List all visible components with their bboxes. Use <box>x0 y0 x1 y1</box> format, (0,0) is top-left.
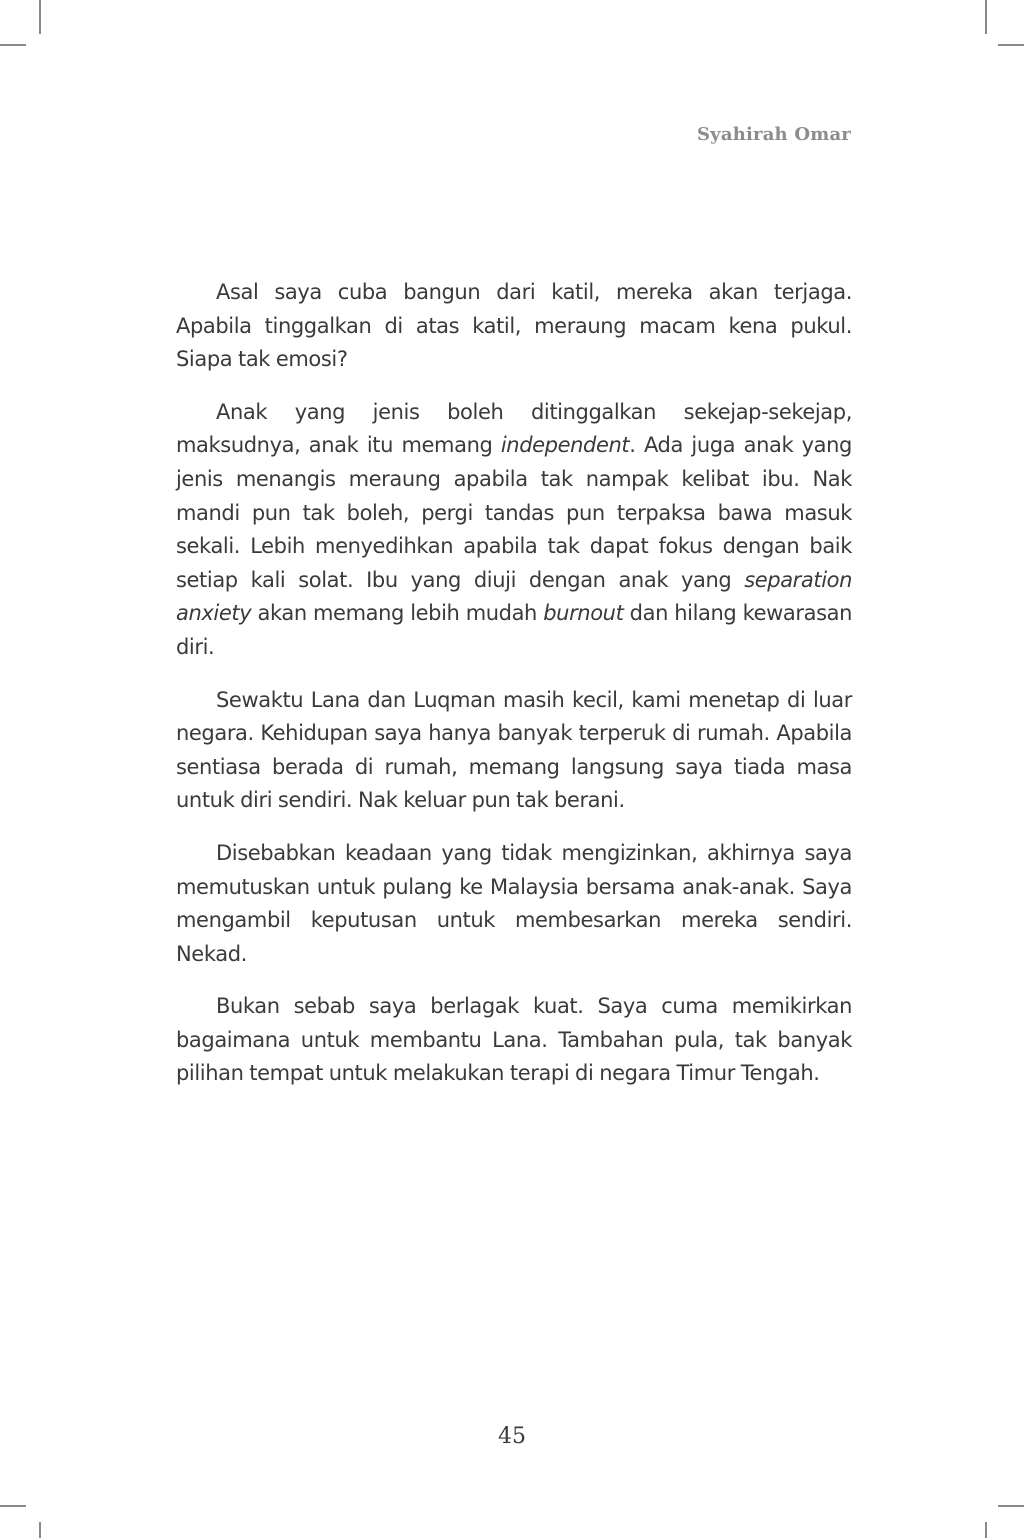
text-run: Disebabkan keadaan yang tidak mengizinkan, akhirnya saya memutuskan untuk pulang ke Malaysia bersama anak-anak. Saya mengambil keputusan untuk membesarkan mereka sendiri. Nekad. <box>176 840 852 966</box>
paragraph <box>176 396 852 665</box>
paragraph <box>176 990 852 1091</box>
text-run: akan memang lebih mudah <box>251 601 544 626</box>
text-run: Bukan sebab saya berlagak kuat. Saya cuma memikirkan bagaimana untuk membantu Lana. Tambahan pula, tak banyak pilihan tempat untuk melakukan terapi di negara Timur Tengah. <box>176 994 852 1086</box>
text-run: Sewaktu Lana dan Luqman masih kecil, kami menetap di luar negara. Kehidupan saya hanya banyak terperuk di rumah. Apabila sentiasa berada di rumah, memang langsung saya tiada masa untuk diri sendiri. Nak keluar pun tak berani. <box>176 687 852 813</box>
paragraph <box>176 276 852 377</box>
paragraph <box>176 684 852 818</box>
body-text <box>176 276 852 1110</box>
crop-mark-bottom-right-horizontal <box>998 1505 1024 1507</box>
crop-mark-top-left-horizontal <box>0 44 26 46</box>
crop-mark-bottom-right-vertical <box>985 1522 987 1538</box>
crop-mark-bottom-left-vertical <box>39 1522 41 1538</box>
text-run: . Ada juga anak yang jenis menangis meraung apabila tak nampak kelibat ibu. Nak mandi pun tak boleh, pergi tandas pun terpaksa bawa masuk sekali. Lebih menyedihkan apabila tak dapat fokus dengan baik setiap kali solat. Ibu yang diuji dengan anak yang <box>176 433 852 592</box>
text-run: Asal saya cuba bangun dari katil, mereka akan terjaga. Apabila tinggalkan di atas katil, meraung macam kena pukul. Siapa tak emosi? <box>176 280 852 372</box>
italic-term: separation anxiety <box>176 567 852 626</box>
page-number: 45 <box>498 1424 526 1449</box>
running-head: Syahirah Omar <box>696 124 851 145</box>
crop-mark-top-left-vertical <box>39 0 41 34</box>
italic-term: independent <box>500 433 630 458</box>
crop-mark-bottom-left-horizontal <box>0 1505 26 1507</box>
crop-mark-top-right-vertical <box>985 0 987 34</box>
paragraph <box>176 837 852 971</box>
text-run: Anak yang jenis boleh ditinggalkan sekejap-sekejap, maksudnya, anak itu memang <box>176 399 852 458</box>
italic-term: burnout <box>543 601 624 626</box>
crop-mark-top-right-horizontal <box>998 44 1024 46</box>
text-run: dan hilang kewarasan diri. <box>176 601 853 659</box>
